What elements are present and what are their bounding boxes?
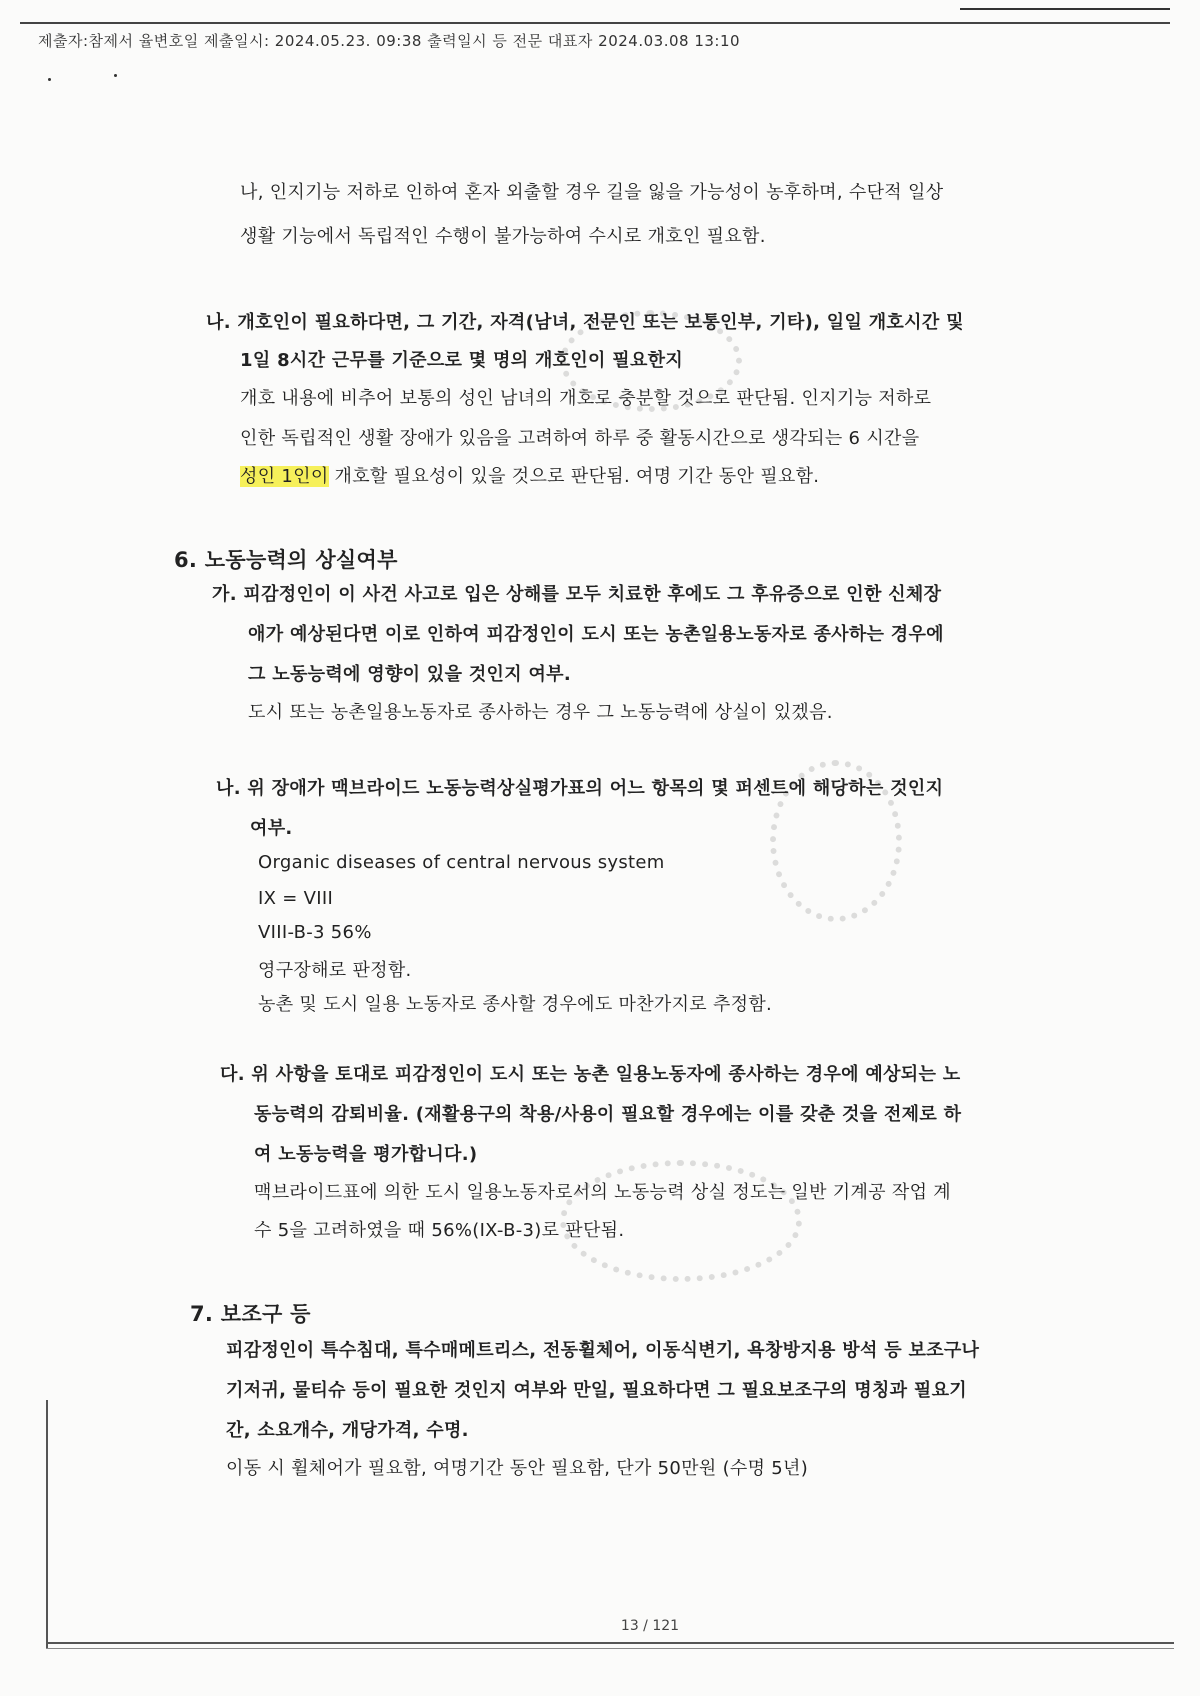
mcbride-diagnosis: Organic diseases of central nervous system	[258, 852, 665, 873]
aids-question-line-2: 기저귀, 물티슈 등이 필요한 것인지 여부와 만일, 필요하다면 그 필요보조구의 명칭과 필요기	[226, 1380, 967, 1401]
submission-stamp: 제출자:참제서 율변호일 제출일시: 2024.05.23. 09:38 출력일시 등 전문 대표자 2024.03.08 13:10	[38, 32, 741, 50]
loss-question-line-2: 애가 예상된다면 이로 인하여 피감정인이 도시 또는 농촌일용노동자로 종사하는 경우에	[248, 624, 944, 645]
top-rule-right	[960, 8, 1170, 10]
caregiver-answer-line-2: 인한 독립적인 생활 장애가 있음을 고려하여 하루 중 활동시간으로 생각되는 6 시간을	[240, 428, 920, 449]
caregiver-answer-line-1: 개호 내용에 비추어 보통의 성인 남녀의 개호로 충분할 것으로 판단됨. 인지기능 저하로	[240, 388, 932, 409]
reason-line-1: 나, 인지기능 저하로 인하여 혼자 외출할 경우 길을 잃을 가능성이 농후하며, 수단적 일상	[240, 182, 944, 203]
scan-speck	[114, 74, 117, 77]
caregiver-question-line-1: 나. 개호인이 필요하다면, 그 기간, 자격(남녀, 전문인 또는 보통인부, 기타), 일일 개호시간 및	[206, 312, 964, 333]
loss-answer: 도시 또는 농촌일용노동자로 종사하는 경우 그 노동능력에 상실이 있겠음.	[248, 702, 833, 723]
page-number: 13 / 121	[620, 1618, 680, 1634]
decline-question-line-2: 동능력의 감퇴비율. (재활용구의 착용/사용이 필요할 경우에는 이를 갖춘 것을 전제로 하	[254, 1104, 962, 1125]
section-7-title: 7. 보조구 등	[190, 1302, 311, 1326]
decline-question-line-3: 여 노동능력을 평가합니다.)	[254, 1144, 478, 1165]
decline-answer-line-2: 수 5을 고려하였을 때 56%(IX-B-3)로 판단됨.	[254, 1220, 625, 1241]
mcbride-question-line-2: 여부.	[250, 818, 293, 839]
reason-line-2: 생활 기능에서 독립적인 수행이 불가능하여 수시로 개호인 필요함.	[240, 226, 766, 247]
mcbride-rating: VIII-B-3 56%	[258, 922, 372, 943]
caregiver-answer-line-3	[240, 462, 819, 488]
caregiver-question-line-2: 1일 8시간 근무를 기준으로 몇 명의 개호인이 필요한지	[240, 350, 684, 371]
loss-question-line-3: 그 노동능력에 영향이 있을 것인지 여부.	[248, 664, 571, 685]
footer-rule	[46, 1642, 1174, 1644]
scan-speck	[48, 78, 51, 81]
mcbride-permanent: 영구장해로 판정함.	[258, 960, 412, 981]
aids-question-line-3: 간, 소요개수, 개당가격, 수명.	[226, 1420, 469, 1441]
aids-question-line-1: 피감정인이 특수침대, 특수매메트리스, 전동휠체어, 이동식변기, 욕창방지용 방석 등 보조구나	[226, 1340, 980, 1361]
mcbride-class: IX = VIII	[258, 888, 334, 909]
loss-question-line-1: 가. 피감정인이 이 사건 사고로 입은 상해를 모두 치료한 후에도 그 후유증으로 인한 신체장	[212, 584, 942, 605]
footer-rule-thin	[46, 1648, 1174, 1649]
top-rule	[20, 22, 1170, 24]
aids-answer: 이동 시 휠체어가 필요함, 여명기간 동안 필요함, 단가 50만원 (수명 5년)	[226, 1458, 809, 1479]
decline-answer-line-1: 맥브라이드표에 의한 도시 일용노동자로서의 노동능력 상실 정도는 일반 기계공 작업 계	[254, 1182, 951, 1203]
decline-question-line-1: 다. 위 사항을 토대로 피감정인이 도시 또는 농촌 일용노동자에 종사하는 경우에 예상되는 노	[220, 1064, 961, 1085]
page-left-border	[46, 1400, 48, 1648]
mcbride-estimate: 농촌 및 도시 일용 노동자로 종사할 경우에도 마찬가지로 추정함.	[258, 994, 773, 1015]
mcbride-question-line-1: 나. 위 장애가 맥브라이드 노동능력상실평가표의 어느 항목의 몇 퍼센트에 해당하는 것인지	[216, 778, 944, 799]
answer-text: 개호할 필요성이 있을 것으로 판단됨. 여명 기간 동안 필요함.	[328, 466, 820, 487]
highlighted-text: 성인 1인이	[240, 466, 329, 487]
section-6-title: 6. 노동능력의 상실여부	[174, 548, 398, 572]
